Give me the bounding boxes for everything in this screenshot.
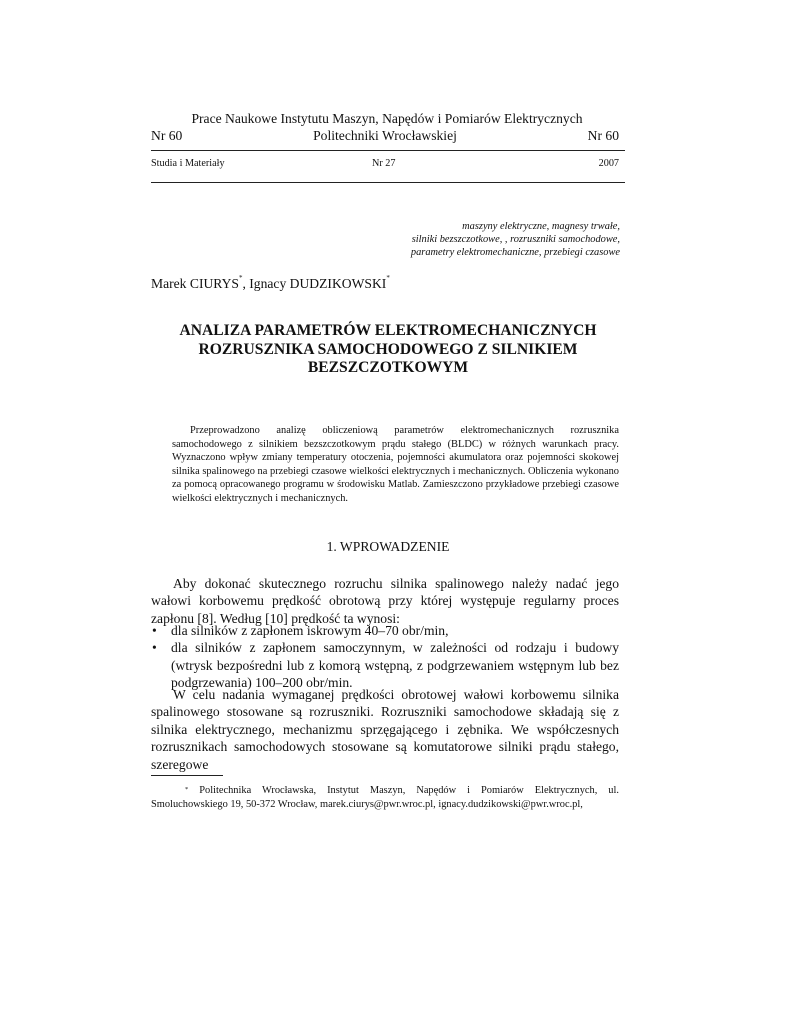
header-rule bbox=[151, 150, 625, 151]
authors bbox=[151, 276, 390, 292]
title-line: ANALIZA PARAMETRÓW ELEKTROMECHANICZNYCH bbox=[179, 322, 597, 339]
author-footnote-mark: * bbox=[386, 274, 390, 282]
footnote-mark: * bbox=[185, 786, 189, 793]
footnote-text: Politechnika Wrocławska, Instytut Maszyn, Napędów i Pomiarów Elektrycznych, ul. Smoluchowskiego 19, 50-372 Wrocław, marek.ciurys@pwr.wroc.pl, ignacy.dudzikowski@pwr.wroc.pl, bbox=[151, 785, 619, 810]
issue-number-right: Nr 60 bbox=[587, 128, 619, 143]
keywords-line: maszyny elektryczne, magnesy trwałe, bbox=[462, 221, 620, 232]
bullet-icon: • bbox=[152, 640, 157, 656]
author-footnote-mark: * bbox=[238, 274, 243, 282]
list-item bbox=[151, 639, 619, 691]
title-line: BEZSZCZOTKOWYM bbox=[307, 359, 469, 376]
title-line: ROZRUSZNIKA SAMOCHODOWEGO Z SILNIKIEM bbox=[198, 340, 578, 358]
author-separator: , bbox=[242, 276, 250, 291]
series-year: 2007 bbox=[598, 158, 619, 169]
issue-number-left: Nr 60 bbox=[151, 128, 183, 143]
keywords bbox=[411, 220, 620, 259]
keywords-line: silniki bezszczotkowe, , rozruszniki samochodowe, bbox=[411, 234, 620, 245]
bullet-list bbox=[151, 622, 619, 692]
footnote-rule bbox=[151, 775, 223, 776]
university-name: Politechniki Wrocławskiej bbox=[313, 128, 457, 143]
bullet-icon: • bbox=[152, 623, 157, 638]
list-item-text: dla silników z zapłonem samoczynnym, w zależności od rodzaju i budowy (wtrysk bezpośredni lub z komorą wstępną, z podgrzewaniem wstępnym lub bez podgrzewania) 100–200 obr/min. bbox=[171, 640, 619, 691]
author-first: Marek CIURYS bbox=[151, 276, 239, 291]
series-name: Studia i Materiały bbox=[151, 158, 225, 169]
journal-title: Prace Naukowe Instytutu Maszyn, Napędów i Pomiarów Elektrycznych bbox=[191, 111, 583, 126]
subheader-rule bbox=[151, 182, 625, 183]
body-paragraph: Aby dokonać skutecznego rozruchu silnika spalinowego należy nadać jego wałowi korbowemu prędkość obrotową przy której występuje regularny proces zapłonu [8]. Według [10] prędkość ta wynosi: bbox=[151, 576, 619, 626]
paper-title bbox=[151, 322, 625, 378]
section-heading: 1. WPROWADZENIE bbox=[326, 539, 450, 554]
body-paragraph: W celu nadania wymaganej prędkości obrotowej wałowi korbowemu silnika spalinowego stosowane są rozruszniki. Rozruszniki samochodowe składają się z silnika elektrycznego, mechanizmu sprzęgającego i zębnika. We współczesnych rozrusznikach samochodowych stosowane są komutatorowe silniki prądu stałego, szeregowe bbox=[151, 687, 619, 772]
author-second: Ignacy DUDZIKOWSKI bbox=[249, 276, 387, 291]
abstract: Przeprowadzono analizę obliczeniową parametrów elektromechanicznych rozrusznika samochodowego z silnikiem bezszczotkowym prądu stałego (BLDC) w różnych warunkach pracy. Wyznaczono wpływ zmiany temperatury otoczenia, pojemności akumulatora oraz pojemności skokowej silnika spalinowego na przebiegi czasowe wielkości elektrycznych i mechanicznych. Obliczenia wykonano za pomocą opracowanego programu w środowisku Matlab. Zamieszczono przykładowe przebiegi czasowe wielkości elektrycznych i mechanicznych. bbox=[172, 425, 619, 504]
keywords-line: parametry elektromechaniczne, przebiegi czasowe bbox=[410, 247, 620, 258]
list-item-text: dla silników z zapłonem iskrowym 40–70 obr/min, bbox=[171, 623, 449, 638]
footnote bbox=[151, 784, 619, 811]
list-item bbox=[151, 622, 619, 639]
series-number: Nr 27 bbox=[372, 158, 396, 169]
